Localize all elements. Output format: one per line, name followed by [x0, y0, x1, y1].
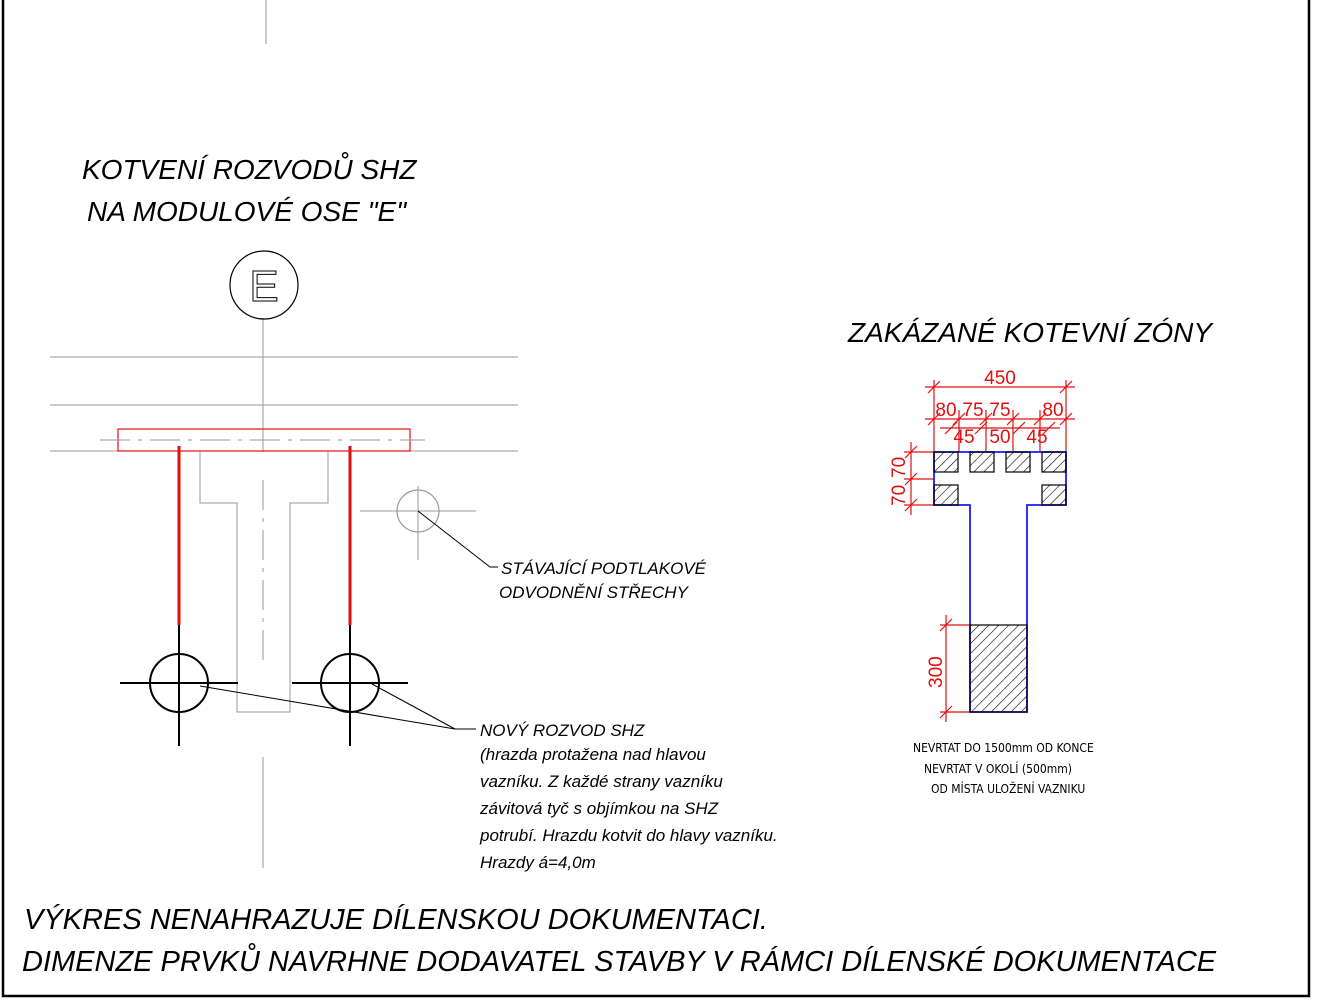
pipe-note-line2: (hrazda protažena nad hlavou [480, 745, 706, 764]
existing-drain-symbol [360, 486, 476, 560]
truss-section-outline [200, 451, 328, 712]
pipe-note-line6: Hrazdy á=4,0m [480, 853, 596, 872]
right-title: ZAKÁZANÉ KOTEVNÍ ZÓNY [848, 317, 1213, 348]
existing-drain-label-line2: ODVODNĚNÍ STŘECHY [499, 583, 688, 602]
sheet-border [3, 0, 1309, 996]
left-detail [50, 0, 778, 872]
dimension-lower-zone-label: 300 [926, 656, 947, 688]
zone-note-line1: NEVRTAT DO 1500mm OD KONCE [913, 741, 1094, 755]
dimension-bottom-seg-1: 45 [953, 427, 975, 448]
pipe-note-leader-left [200, 686, 455, 729]
dimension-bottom-seg-3: 45 [1026, 427, 1048, 448]
existing-drain-label-line1: STÁVAJÍCÍ PODTLAKOVÉ [501, 559, 707, 578]
dimension-total-label: 450 [984, 368, 1016, 389]
dimension-top-seg-2: 75 [962, 400, 984, 421]
dimension-top-seg-4: 80 [1042, 400, 1064, 421]
left-title-line2: NA MODULOVÉ OSE "E" [87, 196, 407, 227]
pipe-note-line1: NOVÝ ROZVOD SHZ [480, 721, 645, 740]
dimension-side-2: 70 [889, 484, 910, 506]
forbidden-zone-lower [970, 625, 1027, 712]
dimension-top-seg-3: 75 [989, 400, 1011, 421]
right-detail [847, 317, 1214, 796]
footer-line1: VÝKRES NENAHRAZUJE DÍLENSKOU DOKUMENTACI. [24, 904, 768, 936]
left-title-line1: KOTVENÍ ROZVODŮ SHZ [82, 154, 417, 185]
pipe-note-line5: potrubí. Hrazdu kotvit do hlavy vazníku. [480, 826, 778, 845]
dimension-side-1: 70 [889, 456, 910, 478]
existing-drain-leader [418, 511, 498, 567]
dimension-bottom-seg-2: 50 [989, 427, 1011, 448]
footer-line2: DIMENZE PRVKŮ NAVRHNE DODAVATEL STAVBY V RÁMCI DÍLENSKÉ DOKUMENTACE [22, 946, 1217, 978]
forbidden-zones-top [934, 452, 1066, 472]
zone-note-line3: OD MÍSTA ULOŽENÍ VAZNIKU [931, 782, 1086, 796]
pipe-left [120, 625, 238, 746]
dimension-top-seg-1: 80 [935, 400, 957, 421]
zone-note-line2: NEVRTAT V OKOLÍ (500mm) [924, 762, 1072, 776]
axis-bubble [230, 251, 298, 319]
pipe-note-line4: závitová tyč s objímkou na SHZ [480, 799, 719, 818]
forbidden-zones-flange [934, 485, 1066, 505]
axis-bubble-label: E [249, 262, 279, 311]
pipe-right [292, 625, 408, 746]
pipe-note-line3: vazníku. Z každé strany vazníku [480, 772, 723, 791]
